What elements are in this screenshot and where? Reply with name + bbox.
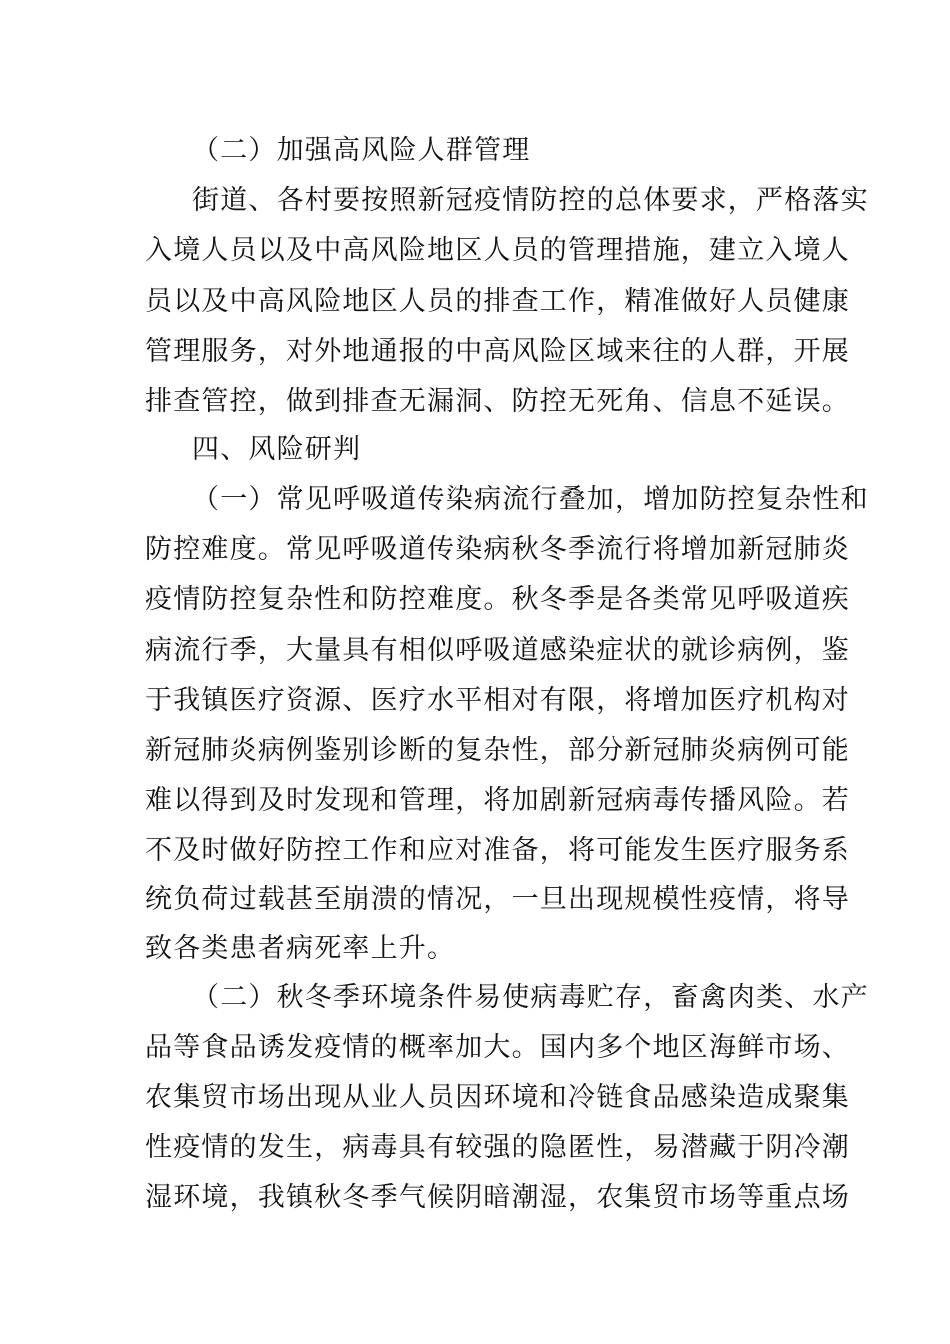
- section-heading-strengthen-high-risk: （二）加强高风险人群管理: [192, 135, 531, 166]
- paragraph-line: （二）秋冬季环境条件易使病毒贮存，畜禽肉类、水产: [192, 982, 869, 1013]
- paragraph-line: 排查管控，做到排查无漏洞、防控无死角、信息不延误。: [145, 386, 850, 417]
- paragraph-line: 防控难度。常见呼吸道传染病秋冬季流行将增加新冠肺炎: [145, 534, 850, 565]
- paragraph-line: 疫情防控复杂性和防控难度。秋冬季是各类常见呼吸道疾: [145, 584, 850, 615]
- section-heading-risk-assessment: 四、风险研判: [192, 434, 362, 465]
- paragraph-line: 入境人员以及中高风险地区人员的管理措施，建立入境人: [145, 235, 850, 266]
- paragraph-line: 湿环境，我镇秋冬季气候阴暗潮湿，农集贸市场等重点场: [145, 1182, 850, 1213]
- paragraph-line: 新冠肺炎病例鉴别诊断的复杂性，部分新冠肺炎病例可能: [145, 735, 850, 766]
- paragraph-line: 于我镇医疗资源、医疗水平相对有限，将增加医疗机构对: [145, 685, 850, 716]
- paragraph-line: 性疫情的发生，病毒具有较强的隐匿性，易潜藏于阴冷潮: [145, 1132, 850, 1163]
- paragraph-line: 管理服务，对外地通报的中高风险区域来往的人群，开展: [145, 336, 850, 367]
- paragraph-line: 病流行季，大量具有相似呼吸道感染症状的就诊病例，鉴: [145, 635, 850, 666]
- paragraph-line: 不及时做好防控工作和应对准备，将可能发生医疗服务系: [145, 835, 850, 866]
- paragraph-line: 品等食品诱发疫情的概率加大。国内多个地区海鲜市场、: [145, 1032, 850, 1063]
- paragraph-line: 难以得到及时发现和管理，将加剧新冠病毒传播风险。若: [145, 785, 850, 816]
- paragraph-line: 街道、各村要按照新冠疫情防控的总体要求，严格落实: [192, 185, 869, 216]
- paragraph-line: 农集贸市场出现从业人员因环境和冷链食品感染造成聚集: [145, 1082, 850, 1113]
- paragraph-line: 员以及中高风险地区人员的排查工作，精准做好人员健康: [145, 286, 850, 317]
- paragraph-line: （一）常见呼吸道传染病流行叠加，增加防控复杂性和: [192, 484, 869, 515]
- paragraph-line: 致各类患者病死率上升。: [145, 933, 456, 964]
- paragraph-line: 统负荷过载甚至崩溃的情况，一旦出现规模性疫情，将导: [145, 884, 850, 915]
